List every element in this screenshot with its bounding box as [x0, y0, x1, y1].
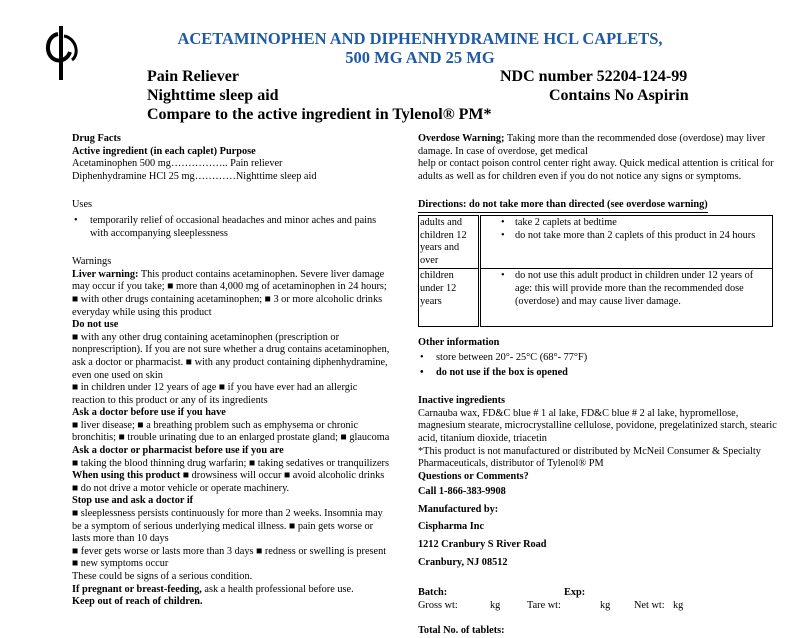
- ask-pharmacist-text: ■ taking the blood thinning drug warfarin; ■ taking sedatives or tranquilizers: [72, 457, 389, 469]
- drug-facts-column: [72, 133, 390, 609]
- other-info-item: • do not use if the box is opened: [418, 367, 778, 380]
- pregnant-warning: [72, 584, 390, 597]
- active-ingredient-1: Acetaminophen 500 mg…………….. Pain reliever: [72, 158, 283, 170]
- active-ingredient-heading: Active ingredient (in each caplet) Purpose: [72, 145, 256, 157]
- other-info-heading: Other information: [418, 337, 500, 349]
- liver-warning-text: This product contains acetaminophen. Severe liver damage may occur if you take; ■ more than 4,000 mg of acetaminophen in 24 hours; ■ with other drugs containing acetaminophen; ■ 3 or more alcoholic drinks everyday while using this product: [72, 268, 387, 318]
- pregnant-text: ask a health professional before use.: [201, 583, 354, 595]
- batch-label: Batch:: [418, 587, 448, 599]
- exp-label: Exp:: [564, 587, 586, 599]
- directions-row: [419, 215, 773, 268]
- address-line-1: 1212 Cranbury S River Road: [418, 539, 547, 551]
- inactive-text: Carnauba wax, FD&C blue # 1 al lake, FD&C blue # 2 al lake, hypromellose, magnesium stearate, microcrystalline cellulose, povidone, pregelatinized starch, stearic acid, titanium dioxide, triacetin: [418, 407, 777, 444]
- directions-item: • do not take more than 2 caplets of this product in 24 hours: [485, 230, 768, 243]
- directions-row: [419, 269, 773, 327]
- pregnant-label: If pregnant or breast-feeding,: [72, 583, 202, 595]
- company-logo: [42, 24, 82, 82]
- uses-item: • temporarily relief of occasional headaches and minor aches and pains with accompanying sleeplessness: [72, 215, 390, 240]
- right-column: [418, 133, 778, 638]
- active-ingredient-2: Diphenhydramine HCl 25 mg…………Nighttime sleep aid: [72, 170, 317, 182]
- no-aspirin-label: Contains No Aspirin: [549, 87, 689, 104]
- product-title-line1: ACETAMINOPHEN AND DIPHENHYDRAMINE HCL CAPLETS,: [177, 29, 663, 48]
- directions-group: children under 12 years: [419, 269, 480, 327]
- directions-item: • do not use this adult product in children under 12 years of age: this will provide more than the recommended dose (overdose) and may cause liver damage.: [485, 270, 768, 308]
- stop-use-heading: Stop use and ask a doctor if: [72, 495, 194, 507]
- keep-out-of-reach: Keep out of reach of children.: [72, 596, 203, 608]
- other-info-item: • store between 20°- 25°C (68°- 77°F): [418, 352, 778, 365]
- address-line-2: Cranbury, NJ 08512: [418, 556, 508, 568]
- gross-weight-unit: kg: [490, 600, 501, 612]
- pain-reliever-label: Pain Reliever: [147, 68, 239, 85]
- inactive-heading: Inactive ingredients: [418, 395, 506, 407]
- net-weight-label: Net wt:: [634, 600, 665, 612]
- when-using: [72, 470, 390, 495]
- ask-doctor-heading: Ask a doctor before use if you have: [72, 407, 226, 419]
- warnings-heading: Warnings: [72, 256, 112, 268]
- stop-use-text-2: ■ fever gets worse or lasts more than 3 days ■ redness or swelling is present ■ new symptoms occur: [72, 545, 387, 570]
- compare-label: Compare to the active ingredient in Tylenol® PM*: [147, 106, 492, 123]
- directions-item: • take 2 caplets at bedtime: [485, 217, 768, 230]
- net-weight-unit: kg: [673, 600, 684, 612]
- overdose-text-2: help or contact poison control center right away. Quick medical attention is critical for adults as well as for children even if you do not notice any signs or symptoms.: [418, 158, 774, 182]
- not-manufactured-note: *This product is not manufactured or distributed by McNeil Consumer & Specialty Pharmaceuticals, distributor of Tylenol® PM: [418, 445, 761, 470]
- tare-weight-unit: kg: [600, 600, 611, 612]
- directions-group: adults and children 12 years and over: [419, 215, 480, 268]
- ask-doctor-text: ■ liver disease; ■ a breathing problem such as emphysema or chronic bronchitis; ■ trouble urinating due to an enlarged prostate gland; ■ glaucoma: [72, 419, 390, 444]
- stop-use-text-3: These could be signs of a serious condition.: [72, 571, 253, 582]
- when-using-label: When using this product: [72, 470, 181, 482]
- do-not-use-heading: Do not use: [72, 319, 119, 331]
- manufactured-by-label: Manufactured by:: [418, 503, 499, 515]
- stop-use-text: ■ sleeplessness persists continuously for more than 2 weeks. Insomnia may be a symptom of serious underlying medical illness. ■ pain gets worse or lasts more than 10 days: [72, 508, 383, 545]
- total-tablets-label: Total No. of tablets:: [418, 625, 505, 637]
- do-not-use-text-2: ■ in children under 12 years of age ■ if you have ever had an allergic reaction to this product or any of its ingredients: [72, 382, 358, 406]
- overdose-text: Taking more than the recommended dose (overdose) may liver damage. In case of overdose, get medical: [418, 133, 766, 157]
- liver-warning: [72, 269, 390, 319]
- drug-facts-heading: Drug Facts: [72, 133, 121, 144]
- directions-table: [418, 215, 773, 327]
- overdose-label: Overdose Warning;: [418, 133, 505, 144]
- gross-weight-label: Gross wt:: [418, 600, 458, 612]
- ndc-number: NDC number 52204-124-99: [500, 68, 688, 85]
- do-not-use-text: ■ with any other drug containing acetaminophen (prescription or nonprescription). If you are not sure whether a drug contains acetaminophen, ask a doctor or pharmacist. ■ with any product containing diphenhydramine, even one used on skin: [72, 331, 390, 381]
- liver-warning-label: Liver warning:: [72, 268, 139, 280]
- when-using-text: ■ drowsiness will occur ■ avoid alcoholic drinks ■ do not drive a motor vehicle or operate machinery.: [72, 470, 385, 494]
- phone-number: Call 1-866-383-9908: [418, 486, 506, 498]
- company-name: Cispharma Inc: [418, 521, 485, 533]
- directions-heading: Directions: do not take more than directed (see overdose warning): [418, 199, 708, 213]
- product-title-line2: 500 MG AND 25 MG: [345, 48, 495, 67]
- sleep-aid-label: Nighttime sleep aid: [147, 87, 279, 104]
- overdose-warning: [418, 133, 778, 158]
- uses-heading: Uses: [72, 199, 93, 211]
- tare-weight-label: Tare wt:: [527, 600, 561, 612]
- ask-pharmacist-heading: Ask a doctor or pharmacist before use if you are: [72, 445, 284, 457]
- questions-heading: Questions or Comments?: [418, 470, 529, 482]
